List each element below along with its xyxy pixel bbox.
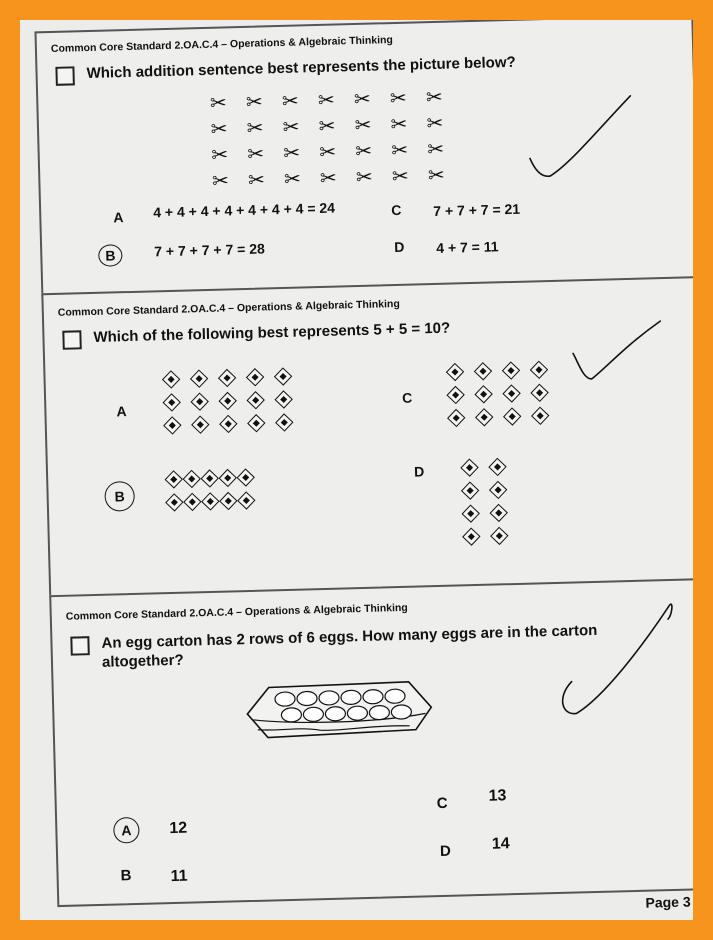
scissors-icon: ✂ bbox=[389, 87, 408, 111]
diamond-icon bbox=[247, 370, 262, 385]
diamond-icon bbox=[533, 408, 548, 423]
option-c-letter[interactable]: C bbox=[436, 794, 448, 813]
option-d-letter[interactable]: D bbox=[394, 238, 405, 256]
diamond-icon bbox=[492, 528, 507, 543]
diamond-group-d bbox=[462, 459, 520, 544]
diamond-icon bbox=[532, 385, 547, 400]
option-a-letter[interactable]: A bbox=[113, 817, 140, 844]
egg-icon bbox=[369, 705, 389, 720]
diamond-icon bbox=[490, 459, 505, 474]
question-2-prompt: Which of the following best represents 5 + 5 = 10? bbox=[93, 319, 451, 346]
diamond-icon bbox=[463, 506, 478, 521]
diamond-icon bbox=[164, 395, 179, 410]
handwritten-checkmark bbox=[541, 595, 685, 739]
scissors-icon: ✂ bbox=[247, 169, 266, 192]
option-b-letter[interactable]: B bbox=[104, 481, 135, 512]
option-b-letter[interactable]: B bbox=[98, 244, 123, 267]
scissors-icon: ✂ bbox=[354, 114, 372, 138]
diamond-group-a bbox=[163, 368, 305, 433]
diamond-icon bbox=[276, 392, 291, 407]
option-c-letter[interactable]: C bbox=[391, 201, 402, 219]
diamond-icon bbox=[475, 364, 490, 379]
question-1-box bbox=[34, 20, 693, 297]
question-3-prompt-line1: An egg carton has 2 rows of 6 eggs. How many eggs are in the carton bbox=[101, 621, 598, 652]
diamond-icon bbox=[505, 409, 520, 424]
standard-label: Common Core Standard 2.OA.C.4 – Operations & Algebraic Thinking bbox=[65, 601, 408, 623]
option-b-text[interactable]: 7 + 7 + 7 + 7 = 28 bbox=[154, 240, 265, 260]
diamond-icon bbox=[166, 472, 181, 487]
question-3-checkbox[interactable] bbox=[70, 636, 89, 655]
egg-icon bbox=[385, 689, 405, 704]
diamond-group-c bbox=[447, 362, 561, 426]
scissors-icon: ✂ bbox=[317, 89, 336, 112]
diamond-icon bbox=[219, 370, 234, 385]
diamond-icon bbox=[477, 410, 492, 425]
scissors-icon: ✂ bbox=[318, 115, 336, 138]
scissors-icon: ✂ bbox=[427, 164, 446, 188]
standard-label: Common Core Standard 2.OA.C.4 – Operations & Algebraic Thinking bbox=[50, 34, 394, 55]
handwritten-checkmark bbox=[564, 315, 676, 408]
diamond-icon bbox=[464, 529, 479, 544]
egg-icon bbox=[319, 691, 339, 706]
scissors-icon: ✂ bbox=[390, 113, 408, 137]
scissors-icon: ✂ bbox=[425, 86, 443, 110]
diamond-icon bbox=[275, 369, 290, 384]
diamond-icon bbox=[167, 495, 182, 510]
option-a-text[interactable]: 12 bbox=[169, 819, 188, 838]
option-a-letter[interactable]: A bbox=[113, 209, 124, 226]
diamond-icon bbox=[491, 505, 506, 520]
diamond-icon bbox=[163, 372, 178, 387]
question-1-prompt: Which addition sentence best represents the picture below? bbox=[86, 53, 516, 83]
diamond-icon bbox=[490, 482, 505, 497]
question-2-box bbox=[41, 276, 693, 599]
egg-icon bbox=[297, 691, 317, 706]
question-3-row bbox=[70, 621, 598, 673]
diamond-icon bbox=[202, 471, 217, 486]
egg-icon bbox=[391, 705, 411, 720]
question-3-box bbox=[49, 578, 693, 907]
scissors-icon: ✂ bbox=[281, 90, 300, 113]
option-c-text[interactable]: 7 + 7 + 7 = 21 bbox=[433, 200, 521, 220]
option-d-text[interactable]: 4 + 7 = 11 bbox=[436, 238, 499, 256]
scissors-icon: ✂ bbox=[211, 144, 229, 167]
scissors-icon: ✂ bbox=[211, 170, 230, 193]
egg-icon bbox=[341, 690, 361, 705]
option-d-text[interactable]: 14 bbox=[491, 835, 510, 853]
option-a-letter[interactable]: A bbox=[116, 403, 127, 420]
option-c-text[interactable]: 13 bbox=[488, 787, 507, 805]
diamond-icon bbox=[220, 393, 235, 408]
diamond-icon bbox=[448, 387, 463, 402]
option-d-letter[interactable]: D bbox=[439, 842, 452, 861]
page-number: Page 3 bbox=[645, 893, 691, 911]
diamond-icon bbox=[531, 362, 546, 377]
diamond-icon bbox=[249, 416, 264, 431]
scissors-icon: ✂ bbox=[391, 165, 410, 189]
scissors-icon: ✂ bbox=[319, 167, 338, 190]
scissors-icon: ✂ bbox=[355, 140, 373, 164]
option-b-text[interactable]: 11 bbox=[170, 867, 188, 886]
scissors-icon: ✂ bbox=[427, 138, 445, 162]
diamond-icon bbox=[184, 471, 199, 486]
question-3-prompt-line2: altogether? bbox=[101, 651, 184, 671]
egg-icon bbox=[363, 690, 383, 705]
question-1-checkbox[interactable] bbox=[55, 66, 74, 85]
option-d-letter[interactable]: D bbox=[413, 463, 425, 480]
egg-icon bbox=[281, 708, 301, 723]
scissors-icon: ✂ bbox=[283, 142, 301, 165]
diamond-icon bbox=[462, 483, 477, 498]
diamond-icon bbox=[165, 418, 180, 433]
option-b-letter[interactable]: B bbox=[120, 867, 132, 885]
diamond-icon bbox=[449, 410, 464, 425]
scissors-icon: ✂ bbox=[426, 112, 444, 136]
diamond-icon bbox=[193, 417, 208, 432]
diamond-icon bbox=[220, 470, 235, 485]
worksheet-paper bbox=[20, 20, 693, 920]
diamond-group-b bbox=[166, 470, 257, 510]
option-a-text[interactable]: 4 + 4 + 4 + 4 + 4 + 4 + 4 = 24 bbox=[153, 199, 336, 221]
diamond-icon bbox=[462, 460, 477, 475]
diamond-icon bbox=[476, 387, 491, 402]
scissors-icon: ✂ bbox=[353, 88, 372, 112]
egg-icon bbox=[275, 692, 295, 707]
scissors-icon: ✂ bbox=[391, 139, 409, 163]
diamond-icon bbox=[221, 416, 236, 431]
diamond-icon bbox=[504, 386, 519, 401]
scissors-icon: ✂ bbox=[247, 143, 265, 166]
egg-icon bbox=[347, 706, 367, 721]
scissors-picture bbox=[200, 84, 455, 195]
diamond-icon bbox=[191, 371, 206, 386]
option-c-letter[interactable]: C bbox=[401, 389, 413, 406]
egg-carton-picture bbox=[238, 669, 440, 754]
scissors-icon: ✂ bbox=[319, 141, 337, 164]
worksheet-sheet bbox=[20, 20, 693, 920]
diamond-icon bbox=[239, 493, 254, 508]
scissors-icon: ✂ bbox=[210, 118, 228, 141]
diamond-icon bbox=[447, 364, 462, 379]
diamond-icon bbox=[185, 494, 200, 509]
scissors-icon: ✂ bbox=[245, 91, 264, 114]
scissors-icon: ✂ bbox=[282, 116, 300, 139]
scissors-icon: ✂ bbox=[209, 92, 228, 115]
scissors-icon: ✂ bbox=[283, 168, 302, 191]
egg-icon bbox=[325, 706, 345, 721]
question-1-row bbox=[55, 53, 516, 86]
diamond-icon bbox=[238, 470, 253, 485]
diamond-icon bbox=[221, 493, 236, 508]
scissors-icon: ✂ bbox=[246, 117, 264, 140]
handwritten-checkmark bbox=[518, 78, 641, 181]
standard-label: Common Core Standard 2.OA.C.4 – Operations & Algebraic Thinking bbox=[57, 297, 400, 319]
question-3-prompt bbox=[101, 621, 598, 672]
egg-icon bbox=[303, 707, 323, 722]
diamond-icon bbox=[503, 363, 518, 378]
question-2-checkbox[interactable] bbox=[62, 330, 81, 349]
question-2-row bbox=[62, 319, 450, 350]
scissors-icon: ✂ bbox=[355, 166, 374, 190]
diamond-icon bbox=[192, 394, 207, 409]
diamond-icon bbox=[203, 494, 218, 509]
diamond-icon bbox=[248, 393, 263, 408]
diamond-icon bbox=[277, 415, 292, 430]
